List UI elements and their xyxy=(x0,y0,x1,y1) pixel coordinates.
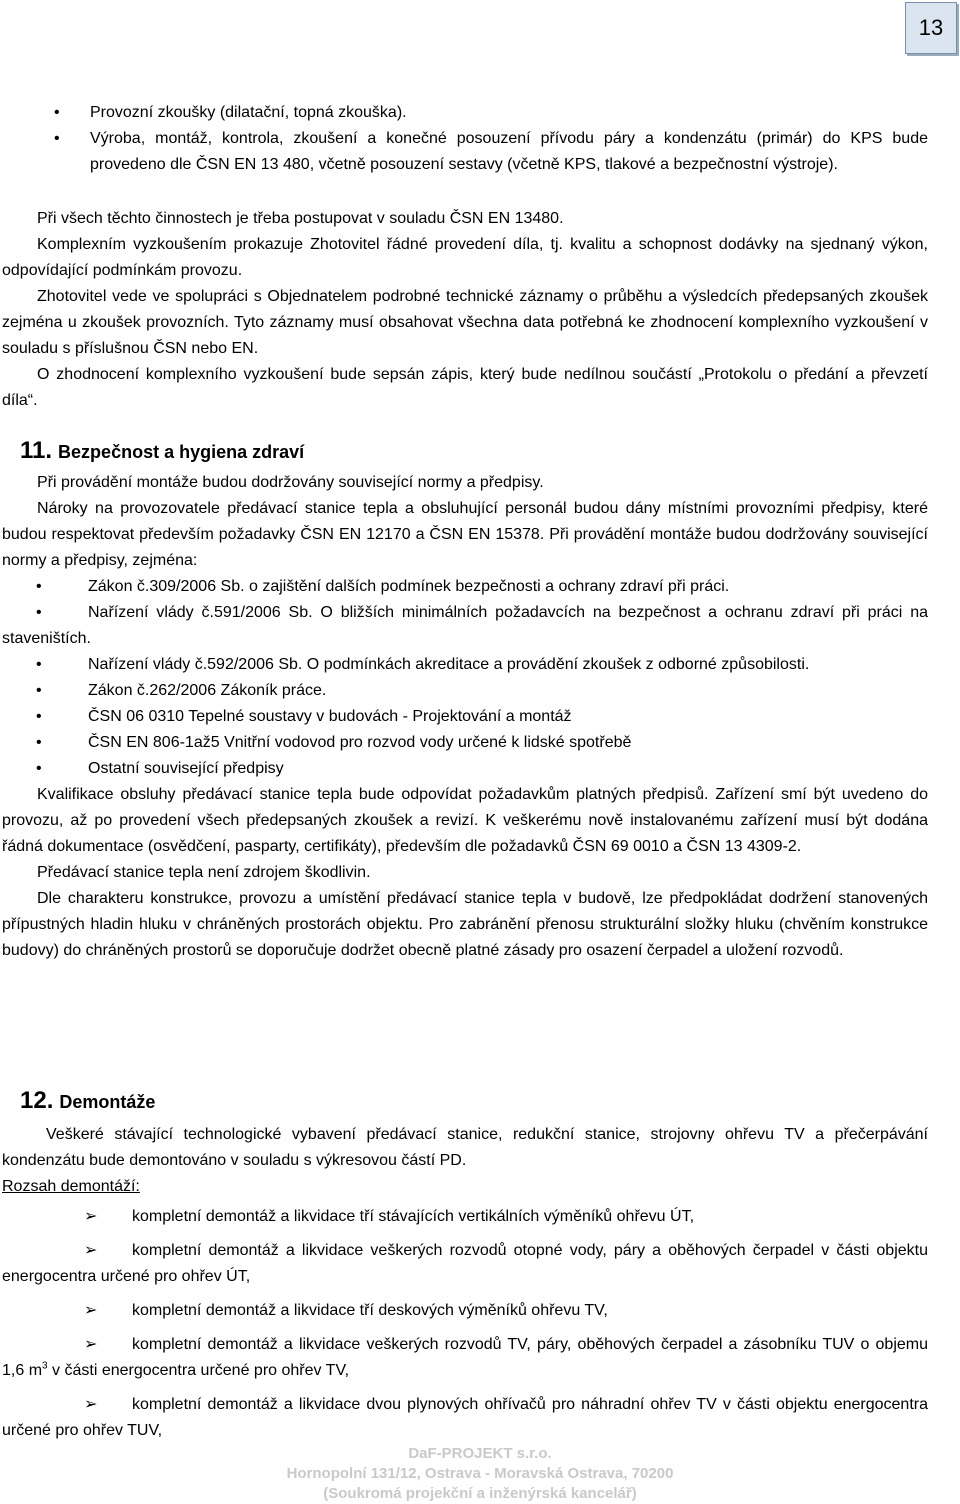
paragraph: Dle charakteru konstrukce, provozu a umístění předávací stanice tepla v budově, lze předpokládat dodržení stanovených přípustných hladin hluku v chráněných prostorách objektu. Pro zabránění přenosu strukturální složky hluku (chvěním konstrukce budovy) do chráněných prostorů se doporučuje dodržet obecně platné zásady pro osazení čerpadel a uložení rozvodů. xyxy=(2,890,928,959)
list-item: ➢ kompletní demontáž a likvidace veškerých rozvodů TV, páry, oběhových čerpadel a zásobníku TUV o objemu 1,6 $m^3$ v části energocentra určené pro ohřev TV, xyxy=(2,1332,928,1384)
paragraph: Komplexním vyzkoušením prokazuje Zhotovitel řádné provedení díla, tj. kvalitu a schopnost dodávky na sjednaný výkon, odpovídající podmínkám provozu. xyxy=(2,236,928,279)
intro-section xyxy=(2,206,928,414)
paragraph: Při provádění montáže budou dodržovány související normy a předpisy. xyxy=(37,474,544,491)
paragraph: O zhodnocení komplexního vyzkoušení bude sepsán zápis, který bude nedílnou součástí „Protokolu o předání a převzetí díla“. xyxy=(2,366,928,409)
paragraph: Při všech těchto činnostech je třeba postupovat v souladu ČSN EN 13480. xyxy=(37,210,564,227)
list-item: • Provozní zkoušky (dilatační, topná zkouška). xyxy=(2,100,928,126)
page-number-badge: 13 xyxy=(905,2,957,54)
footer-address: Hornopolní 131/12, Ostrava - Moravská Ostrava, 70200 xyxy=(286,1465,674,1482)
paragraph: Veškeré stávající technologické vybavení předávací stanice, redukční stanice, strojovny ohřevu TV a přečerpávání kondenzátu bude demontováno v souladu s výkresovou částí PD. xyxy=(2,1126,928,1169)
list-item: ➢ kompletní demontáž a likvidace dvou plynových ohřívačů pro náhradní ohřev TV v části objektu energocentra určené pro ohřev TUV, xyxy=(2,1392,928,1444)
top-bullet-list xyxy=(2,100,928,178)
list-item: ➢ kompletní demontáž a likvidace veškerých rozvodů otopné vody, páry a oběhových čerpadel v části objektu energocentra určené pro ohřev ÚT, xyxy=(2,1238,928,1290)
footer-company: DaF-PROJEKT s.r.o. xyxy=(408,1445,552,1462)
list-item: • Nařízení vlády č.592/2006 Sb. O podmínkách akreditace a provádění zkoušek z odborné způsobilosti. xyxy=(2,652,928,678)
list-item: • ČSN 06 0310 Tepelné soustavy v budovách - Projektování a montáž xyxy=(2,704,928,730)
list-item: ➢ kompletní demontáž a likvidace tří deskových výměníků ohřevu TV, xyxy=(2,1298,928,1324)
section-11-heading xyxy=(20,437,928,466)
scope-label: Rozsah demontáží: xyxy=(2,1178,140,1195)
section-title: Demontáže xyxy=(59,1092,156,1112)
paragraph: Kvalifikace obsluhy předávací stanice tepla bude odpovídat požadavkům platných předpisů. Zařízení smí být uvedeno do provozu, až po provedení všech předepsaných zkoušek a revizí. K veškerému nově instalovanému zařízení musí být dodána řádná dokumentace (osvědčení, pasparty, certifikáty), především dle požadavků ČSN 69 0010 a ČSN 13 4309-2. xyxy=(2,786,928,855)
footer xyxy=(0,1444,960,1504)
list-item: • Nařízení vlády č.591/2006 Sb. O bližších minimálních požadavcích na bezpečnost a ochranu zdraví při práci na staveništích. xyxy=(2,600,928,652)
list-item: • Ostatní související předpisy xyxy=(2,756,928,782)
list-item: ➢ kompletní demontáž a likvidace tří stávajících vertikálních výměníků ohřevu ÚT, xyxy=(2,1204,928,1230)
list-item: • Zákon č.309/2006 Sb. o zajištění dalších podmínek bezpečnosti a ochrany zdraví při práci. xyxy=(2,574,928,600)
section-title: Bezpečnost a hygiena zdraví xyxy=(58,442,305,462)
section-number: 11. xyxy=(20,437,53,464)
section-12-body xyxy=(2,1122,928,1444)
section-11-body xyxy=(2,470,928,964)
paragraph: Předávací stanice tepla není zdrojem škodlivin. xyxy=(37,864,371,881)
paragraph: Nároky na provozovatele předávací stanice tepla a obsluhující personál budou dány místními provozními předpisy, které budou respektovat především požadavky ČSN EN 12170 a ČSN EN 15378. Při provádění montáže budou dodržovány související normy a předpisy, zejména: xyxy=(2,500,928,569)
list-item: • Výroba, montáž, kontrola, zkoušení a konečné posouzení přívodu páry a kondenzátu (primár) do KPS bude provedeno dle ČSN EN 13 480, včetně posouzení sestavy (včetně KPS, tlakové a bezpečnostní výstroje). xyxy=(2,126,928,178)
section-12-heading xyxy=(20,1087,928,1116)
paragraph: Zhotovitel vede ve spolupráci s Objednatelem podrobné technické záznamy o průběhu a výsledcích předepsaných zkoušek zejména u zkoušek provozních. Tyto záznamy musí obsahovat všechna data potřebná ke zhodnocení komplexního vyzkoušení v souladu s příslušnou ČSN nebo EN. xyxy=(2,288,928,357)
list-item: • ČSN EN 806-1až5 Vnitřní vodovod pro rozvod vody určené k lidské spotřebě xyxy=(2,730,928,756)
section-number: 12. xyxy=(20,1087,54,1114)
list-item: • Zákon č.262/2006 Zákoník práce. xyxy=(2,678,928,704)
footer-note: (Soukromá projekční a inženýrská kancelář) xyxy=(323,1485,637,1502)
